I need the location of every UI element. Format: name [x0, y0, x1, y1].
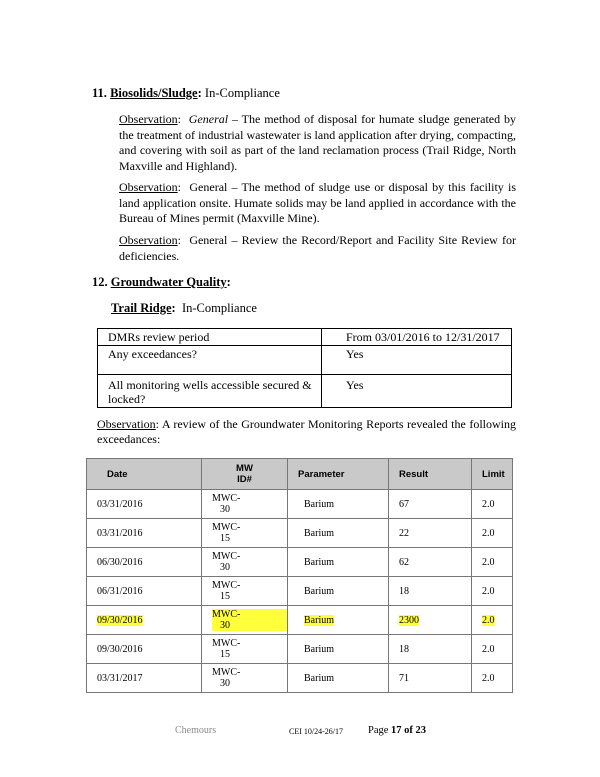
- table-row: [98, 329, 512, 346]
- groundwater-observation: Observation: A review of the Groundwater Monitoring Reports revealed the following exceedances:: [97, 417, 517, 446]
- section-12-heading: 12. Groundwater Quality:: [92, 275, 231, 289]
- cell-mw-prefix: MWC-: [212, 609, 287, 620]
- cell-result: 18: [399, 585, 409, 597]
- table-cell: [288, 519, 389, 548]
- table-cell: [87, 490, 202, 519]
- dmr-value: Yes: [322, 375, 512, 408]
- observation-1: Observation: General – The method of disposal for humate sludge generated by the treatment of industrial wastewater is land application after drying, compacting, and covering with soil as part of the land reclamation process (Trail Ridge, North Maxville and Highland).: [119, 112, 516, 173]
- footer-company: Chemours: [175, 725, 217, 736]
- table-row: [87, 490, 513, 519]
- table-cell: [202, 519, 288, 548]
- table-cell: [389, 490, 472, 519]
- section-11-title: Biosolids/Sludge: [110, 86, 198, 100]
- table-cell: [87, 606, 202, 635]
- observation-text: A review of the Groundwater Monitoring Reports revealed the following exceedances:: [97, 417, 517, 446]
- cell-mw-prefix: MWC-: [212, 522, 241, 533]
- site-name: Trail Ridge: [111, 301, 172, 315]
- table-header-row: [87, 459, 513, 490]
- table-cell: [472, 635, 513, 664]
- table-row: [87, 635, 513, 664]
- dmr-review-table: [97, 328, 512, 408]
- table-cell: [472, 519, 513, 548]
- table-cell: [288, 548, 389, 577]
- observation-label: Observation: [119, 180, 178, 194]
- table-cell: [288, 606, 389, 635]
- dmr-label: Any exceedances?: [98, 346, 322, 375]
- cell-date: 03/31/2017: [97, 672, 143, 684]
- table-cell: [202, 635, 288, 664]
- table-cell: [472, 577, 513, 606]
- dmr-label: DMRs review period: [98, 329, 322, 346]
- page-total: 23: [415, 725, 427, 736]
- table-row: [87, 577, 513, 606]
- cell-limit: 2.0: [482, 527, 495, 539]
- cell-mw-number: 30: [220, 562, 230, 573]
- observation-text: General – Review the Record/Report and Facility Site Review for deficiencies.: [119, 233, 516, 263]
- header-date: Date: [87, 459, 202, 490]
- dmr-value: From 03/01/2016 to 12/31/2017: [322, 329, 512, 346]
- table-cell: [87, 635, 202, 664]
- table-row-highlighted: [87, 606, 513, 635]
- cell-parameter: Barium: [304, 527, 334, 539]
- cell-mw-prefix: MWC-: [212, 551, 241, 562]
- cell-date: 03/31/2016: [97, 527, 143, 539]
- site-heading: Trail Ridge: In-Compliance: [111, 301, 257, 315]
- cell-result: 71: [399, 672, 409, 684]
- header-result: Result: [389, 459, 472, 490]
- header-mw-line1: MW: [236, 463, 253, 474]
- cell-parameter: Barium: [304, 556, 334, 568]
- section-11-status: In-Compliance: [204, 86, 280, 100]
- observation-label: Observation: [97, 417, 156, 431]
- cell-mw-number: 30: [220, 678, 230, 689]
- table-cell: [288, 577, 389, 606]
- table-cell: [472, 664, 513, 693]
- exceedance-table: [86, 458, 513, 693]
- footer-page-number: [368, 725, 426, 736]
- cell-limit: 2.0: [482, 614, 495, 626]
- cell-parameter: Barium: [304, 585, 334, 597]
- cell-mw-number: 15: [220, 591, 230, 602]
- cell-date: 06/31/2016: [97, 585, 143, 597]
- cell-result: 2300: [399, 614, 419, 626]
- cell-date: 09/30/2016: [97, 614, 143, 626]
- cell-mw-number: 30: [212, 620, 287, 631]
- cell-mw-number: 15: [220, 533, 230, 544]
- observation-text: – The method of disposal for humate sludge generated by the treatment of industrial wastewater is land application after drying, compacting, and covering with soil as part of the land reclamation process (Trail Ridge, North Maxville and Highland).: [119, 112, 516, 173]
- header-parameter: Parameter: [288, 459, 389, 490]
- observation-2: Observation: General – The method of sludge use or disposal by this facility is land application onsite. Humate solids may be land applied in accordance with the Bureau of Mines permit (Maxville Mine).: [119, 180, 516, 226]
- header-mw-id: [202, 459, 288, 490]
- table-row: [98, 346, 512, 375]
- footer-inspection-id: CEI 10/24-26/17: [289, 727, 343, 736]
- cell-result: 67: [399, 498, 409, 510]
- table-cell: [202, 577, 288, 606]
- table-cell: [87, 577, 202, 606]
- section-12-title: Groundwater Quality: [110, 275, 227, 289]
- cell-mw-prefix: MWC-: [212, 493, 241, 504]
- cell-parameter: Barium: [304, 498, 334, 510]
- section-12-number: 12.: [92, 275, 108, 289]
- exceedance-table-body: [87, 490, 513, 693]
- site-status: In-Compliance: [181, 301, 257, 315]
- table-cell: [202, 664, 288, 693]
- table-row: [87, 548, 513, 577]
- dmr-label: All monitoring wells accessible secured & locked?: [98, 375, 322, 408]
- table-cell: [202, 490, 288, 519]
- observation-text: General – The method of sludge use or disposal by this facility is land application onsite. Humate solids may be land applied in accordance with the Bureau of Mines permit (Maxville Mine).: [119, 180, 516, 226]
- table-cell: [472, 548, 513, 577]
- table-cell: [472, 490, 513, 519]
- observation-3: Observation: General – Review the Record/Report and Facility Site Review for deficiencies.: [119, 233, 516, 263]
- table-cell: [472, 606, 513, 635]
- section-11-heading: 11. Biosolids/Sludge: In-Compliance: [92, 86, 280, 100]
- table-cell: [288, 664, 389, 693]
- section-11-number: 11.: [92, 86, 107, 100]
- cell-result: 22: [399, 527, 409, 539]
- table-cell: [389, 635, 472, 664]
- cell-mw-prefix: MWC-: [212, 580, 241, 591]
- table-cell: [202, 548, 288, 577]
- cell-limit: 2.0: [482, 643, 495, 655]
- cell-date: 06/30/2016: [97, 556, 143, 568]
- cell-limit: 2.0: [482, 556, 495, 568]
- table-cell: [87, 519, 202, 548]
- cell-mw-number: 15: [220, 649, 230, 660]
- observation-lead: General: [188, 112, 229, 126]
- table-cell: [389, 606, 472, 635]
- table-cell: [87, 548, 202, 577]
- observation-label: Observation: [119, 233, 178, 247]
- table-cell: [389, 548, 472, 577]
- cell-date: 09/30/2016: [97, 643, 143, 655]
- table-row: [98, 375, 512, 408]
- cell-limit: 2.0: [482, 585, 495, 597]
- table-cell: [288, 635, 389, 664]
- table-cell: [202, 606, 288, 635]
- table-cell: [288, 490, 389, 519]
- header-limit: Limit: [472, 459, 513, 490]
- page-word: Page: [368, 725, 389, 736]
- cell-parameter: Barium: [304, 614, 334, 626]
- cell-mw-prefix: MWC-: [212, 667, 241, 678]
- cell-mw-prefix: MWC-: [212, 638, 241, 649]
- table-row: [87, 664, 513, 693]
- cell-mw-number: 30: [220, 504, 230, 515]
- table-cell: [389, 519, 472, 548]
- cell-parameter: Barium: [304, 643, 334, 655]
- observation-label: Observation: [119, 112, 178, 126]
- cell-result: 62: [399, 556, 409, 568]
- table-cell: [389, 664, 472, 693]
- dmr-value: Yes: [322, 346, 512, 375]
- cell-limit: 2.0: [482, 672, 495, 684]
- page-of: of: [404, 725, 413, 736]
- page-current: 17: [391, 725, 402, 736]
- cell-result: 18: [399, 643, 409, 655]
- cell-limit: 2.0: [482, 498, 495, 510]
- cell-date: 03/31/2016: [97, 498, 143, 510]
- table-row: [87, 519, 513, 548]
- header-mw-line2: ID#: [237, 474, 252, 485]
- table-cell: [87, 664, 202, 693]
- cell-parameter: Barium: [304, 672, 334, 684]
- table-cell: [389, 577, 472, 606]
